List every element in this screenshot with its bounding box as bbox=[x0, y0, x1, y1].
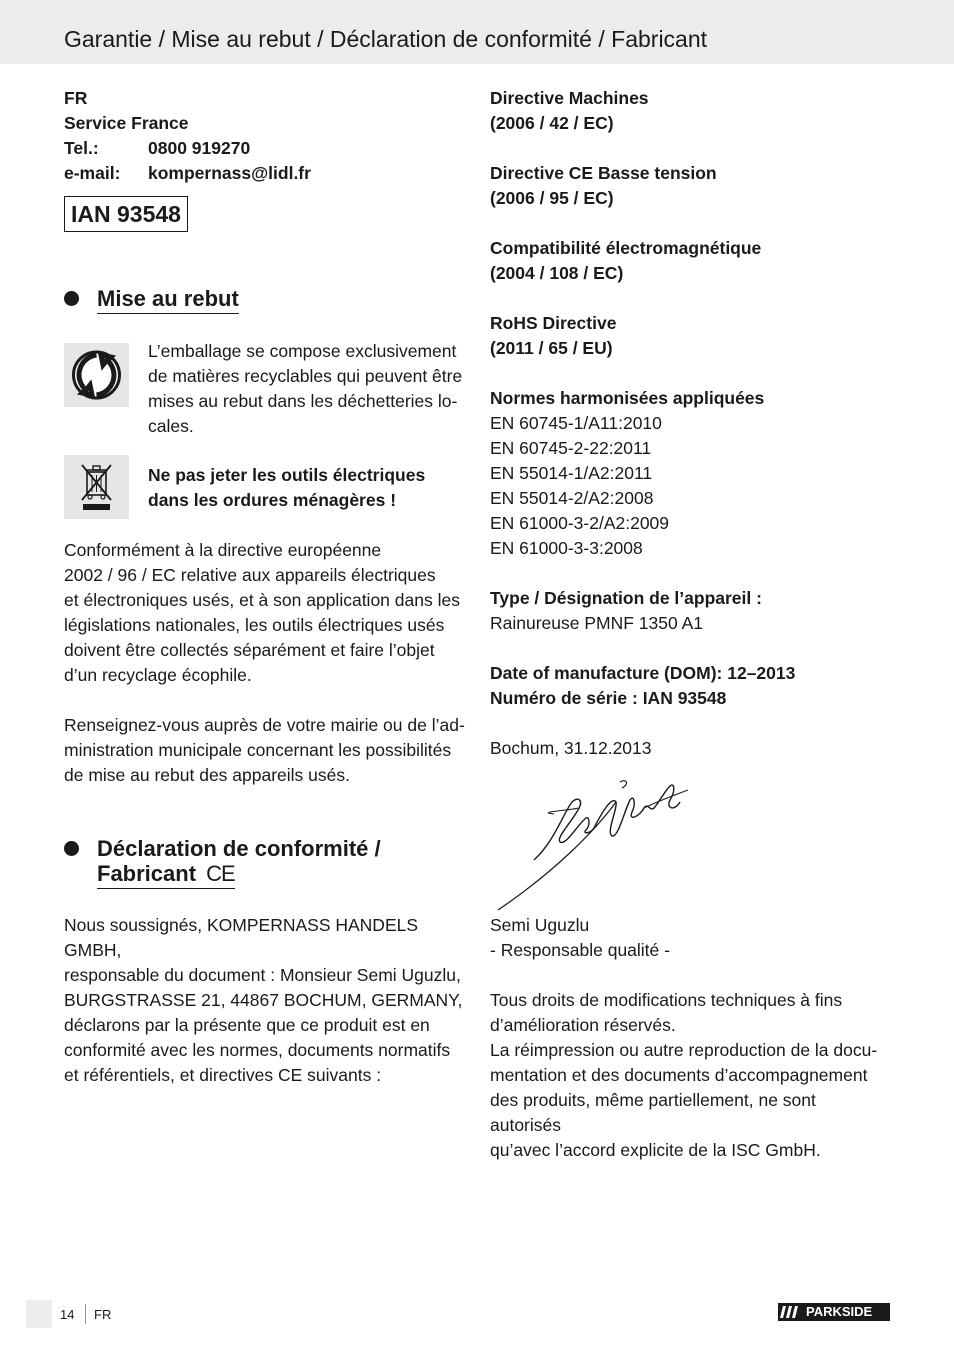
signatory-block bbox=[490, 913, 890, 1163]
green-dot-recycling-icon bbox=[64, 343, 129, 407]
text-line: et référentiels, et directives CE suivants : bbox=[64, 1065, 382, 1085]
signature-image bbox=[494, 772, 694, 912]
tel-label: Tel.: bbox=[64, 138, 99, 158]
text-line: Tous droits de modifications techniques à fins bbox=[490, 990, 843, 1010]
directive-number: (2004 / 108 / EC) bbox=[490, 263, 624, 283]
text-line: ministration municipale concernant les possibilités bbox=[64, 740, 452, 760]
email-label: e-mail: bbox=[64, 163, 121, 183]
footer-marker bbox=[26, 1300, 52, 1328]
conformity-heading-line1: Déclaration de conformité / bbox=[97, 836, 381, 861]
standard-item: EN 55014-1/A2:2011 bbox=[490, 463, 653, 483]
directive-title: Directive CE Basse tension bbox=[490, 163, 717, 183]
device-type-value: Rainureuse PMNF 1350 A1 bbox=[490, 613, 704, 633]
brand-name: PARKSIDE bbox=[806, 1304, 873, 1319]
weee-warning bbox=[148, 463, 468, 513]
weee-icon-box bbox=[64, 455, 129, 519]
text-line: L’emballage se compose exclusivement bbox=[148, 341, 457, 361]
service-country: FR bbox=[64, 88, 88, 108]
text-line: mises au rebut dans les déchetteries lo- bbox=[148, 391, 458, 411]
text-line: responsable du document : Monsieur Semi Uguzlu, bbox=[64, 965, 461, 985]
weee-directive-text bbox=[64, 538, 468, 688]
standards-heading: Normes harmonisées appliquées bbox=[490, 388, 765, 408]
page-title: Garantie / Mise au rebut / Déclaration de conformité / Fabricant bbox=[64, 26, 708, 52]
text-line: déclarons par la présente que ce produit est en bbox=[64, 1015, 430, 1035]
text-line: de mise au rebut des appareils usés. bbox=[64, 765, 350, 785]
email-value: kompernass@lidl.fr bbox=[148, 163, 311, 183]
directives-list bbox=[490, 86, 890, 761]
fabricant-label: Fabricant bbox=[97, 861, 197, 886]
text-line: conformité avec les normes, documents normatifs bbox=[64, 1040, 451, 1060]
standard-item: EN 60745-1/A11:2010 bbox=[490, 413, 662, 433]
packaging-text bbox=[148, 339, 468, 439]
brand-logo bbox=[778, 1303, 890, 1321]
tel-value: 0800 919270 bbox=[148, 138, 251, 158]
directive-number: (2011 / 65 / EU) bbox=[490, 338, 613, 358]
text-line: dans les ordures ménagères ! bbox=[148, 490, 397, 510]
standard-item: EN 61000-3-2/A2:2009 bbox=[490, 513, 670, 533]
directive-title: Directive Machines bbox=[490, 88, 649, 108]
ian-box: IAN 93548 bbox=[64, 196, 188, 232]
directive-title: RoHS Directive bbox=[490, 313, 617, 333]
conformity-heading-line2-wrap bbox=[97, 861, 381, 889]
bullet-icon bbox=[64, 841, 79, 856]
footer-language: FR bbox=[94, 1307, 112, 1322]
text-line: 2002 / 96 / EC relative aux appareils électriques bbox=[64, 565, 436, 585]
footer-divider bbox=[85, 1304, 86, 1324]
standard-item: EN 55014-2/A2:2008 bbox=[490, 488, 654, 508]
ce-mark-icon: CE bbox=[206, 861, 235, 886]
text-line: Ne pas jeter les outils électriques bbox=[148, 465, 426, 485]
text-line: d’un recyclage écophile. bbox=[64, 665, 252, 685]
conformity-text bbox=[64, 913, 468, 1088]
text-line: d’amélioration réservés. bbox=[490, 1015, 676, 1035]
disposal-heading bbox=[64, 286, 239, 314]
date-of-manufacture: Date of manufacture (DOM): 12–2013 bbox=[490, 663, 796, 683]
text-line: de matières recyclables qui peuvent être bbox=[148, 366, 463, 386]
text-line: Renseignez-vous auprès de votre mairie ou de l’ad- bbox=[64, 715, 465, 735]
text-line: cales. bbox=[148, 416, 194, 436]
place-date: Bochum, 31.12.2013 bbox=[490, 738, 652, 758]
service-tel-row bbox=[64, 136, 464, 161]
text-line: BURGSTRASSE 21, 44867 BOCHUM, GERMANY, bbox=[64, 990, 463, 1010]
service-email-row bbox=[64, 161, 464, 186]
standard-item: EN 61000-3-3:2008 bbox=[490, 538, 643, 558]
text-line: mentation et des documents d’accompagnement bbox=[490, 1065, 868, 1085]
text-line: Conformément à la directive européenne bbox=[64, 540, 382, 560]
bullet-icon bbox=[64, 291, 79, 306]
text-line: des produits, même partiellement, ne sont autorisés bbox=[490, 1090, 816, 1135]
directive-number: (2006 / 95 / EC) bbox=[490, 188, 614, 208]
disposal-heading-text: Mise au rebut bbox=[97, 286, 239, 314]
brand-stripes-icon bbox=[778, 1303, 806, 1321]
conformity-heading-line2 bbox=[97, 861, 235, 889]
serial-number: Numéro de série : IAN 93548 bbox=[490, 688, 727, 708]
text-line: doivent être collectés séparément et faire l’objet bbox=[64, 640, 435, 660]
conformity-heading bbox=[64, 836, 381, 889]
crossed-out-bin-icon bbox=[64, 455, 129, 519]
directive-title: Compatibilité électromagnétique bbox=[490, 238, 762, 258]
municipal-info-text bbox=[64, 713, 468, 788]
directive-number: (2006 / 42 / EC) bbox=[490, 113, 614, 133]
signatory-role: - Responsable qualité - bbox=[490, 940, 670, 960]
text-line: et électroniques usés, et à son application dans les bbox=[64, 590, 460, 610]
service-block bbox=[64, 86, 464, 186]
page-number: 14 bbox=[60, 1307, 75, 1322]
text-line: La réimpression ou autre reproduction de la docu- bbox=[490, 1040, 878, 1060]
signatory-name: Semi Uguzlu bbox=[490, 915, 590, 935]
standard-item: EN 60745-2-22:2011 bbox=[490, 438, 652, 458]
text-line: qu’avec l’accord explicite de la ISC GmbH. bbox=[490, 1140, 821, 1160]
recycle-icon-box bbox=[64, 343, 129, 407]
service-name: Service France bbox=[64, 113, 189, 133]
text-line: législations nationales, les outils électriques usés bbox=[64, 615, 445, 635]
text-line: Nous soussignés, KOMPERNASS HANDELS GMBH, bbox=[64, 915, 419, 960]
device-type-label: Type / Désignation de l’appareil : bbox=[490, 588, 762, 608]
